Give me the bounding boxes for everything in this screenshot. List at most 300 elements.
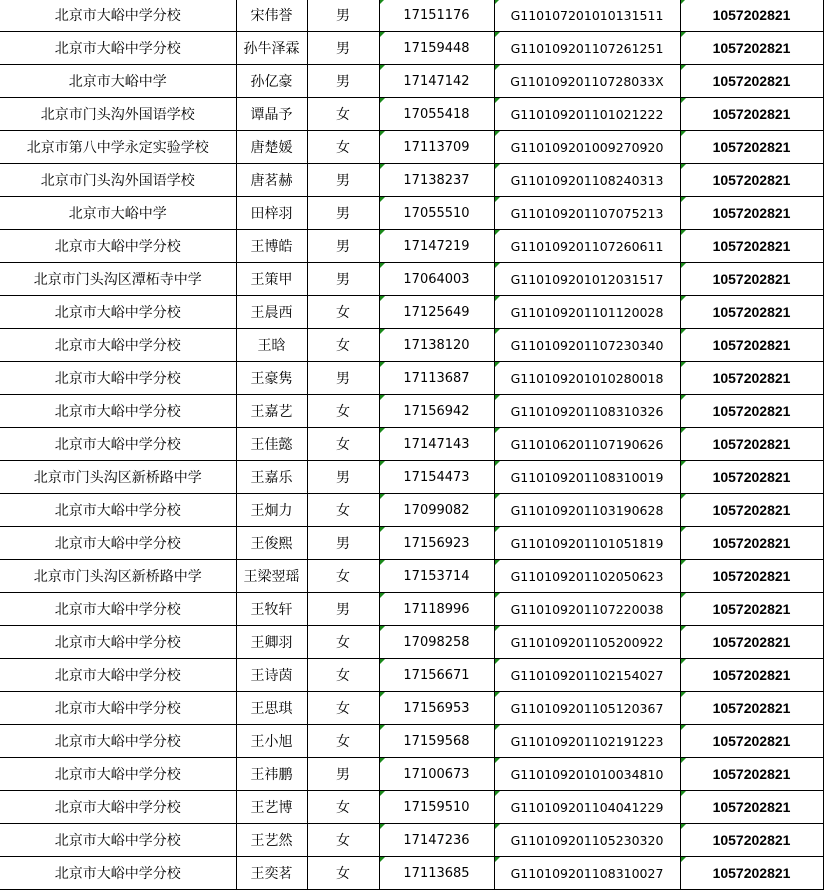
score-cell[interactable] xyxy=(680,362,823,395)
school-cell[interactable] xyxy=(0,164,236,197)
exam-id-cell[interactable] xyxy=(379,131,494,164)
table-row xyxy=(0,362,823,395)
gender-cell[interactable] xyxy=(307,0,379,32)
exam-id-cell[interactable] xyxy=(379,758,494,791)
score-cell[interactable] xyxy=(680,32,823,65)
school-cell[interactable] xyxy=(0,32,236,65)
exam-id-cell[interactable] xyxy=(379,428,494,461)
score-cell[interactable] xyxy=(680,230,823,263)
student-name-cell[interactable] xyxy=(236,560,307,593)
table-row xyxy=(0,98,823,131)
gender-cell-text: 男 xyxy=(336,371,350,387)
score-cell[interactable] xyxy=(680,98,823,131)
gender-cell[interactable] xyxy=(307,296,379,329)
gender-cell-text: 女 xyxy=(336,437,350,453)
gender-cell-text: 女 xyxy=(336,107,350,123)
student-code-cell[interactable] xyxy=(494,329,680,362)
text-format-marker-icon xyxy=(681,65,686,70)
exam-id-cell[interactable] xyxy=(379,230,494,263)
school-cell-text: 北京市第八中学永定实验学校 xyxy=(26,140,209,156)
school-cell[interactable] xyxy=(0,98,236,131)
score-cell[interactable] xyxy=(680,329,823,362)
table-row xyxy=(0,65,823,98)
exam-id-cell-text: 17156953 xyxy=(403,700,470,716)
student-code-cell[interactable] xyxy=(494,263,680,296)
school-cell[interactable] xyxy=(0,857,236,890)
student-name-cell-text: 王艺然 xyxy=(250,833,293,849)
text-format-marker-icon xyxy=(380,230,385,235)
student-name-cell[interactable] xyxy=(236,428,307,461)
score-cell[interactable] xyxy=(680,494,823,527)
school-cell-text: 北京市大峪中学分校 xyxy=(54,536,181,552)
score-cell[interactable] xyxy=(680,461,823,494)
school-cell[interactable] xyxy=(0,461,236,494)
text-format-marker-icon xyxy=(495,98,500,103)
table-row xyxy=(0,32,823,65)
score-cell[interactable] xyxy=(680,197,823,230)
exam-id-cell[interactable] xyxy=(379,65,494,98)
text-format-marker-icon xyxy=(380,857,385,862)
text-format-marker-icon xyxy=(380,98,385,103)
school-cell[interactable] xyxy=(0,395,236,428)
table-row xyxy=(0,725,823,758)
gender-cell[interactable] xyxy=(307,857,379,890)
school-cell-text: 北京市大峪中学分校 xyxy=(54,734,181,750)
gender-cell[interactable] xyxy=(307,329,379,362)
school-cell[interactable] xyxy=(0,659,236,692)
text-format-marker-icon xyxy=(681,758,686,763)
school-cell[interactable] xyxy=(0,527,236,560)
school-cell[interactable] xyxy=(0,494,236,527)
student-name-cell[interactable] xyxy=(236,791,307,824)
student-code-cell[interactable] xyxy=(494,230,680,263)
exam-id-cell[interactable] xyxy=(379,461,494,494)
score-cell-text: 1057202821 xyxy=(712,172,791,188)
text-format-marker-icon xyxy=(681,428,686,433)
student-code-cell-text: G110109201010034810 xyxy=(510,766,664,782)
exam-id-cell[interactable] xyxy=(379,362,494,395)
school-cell-text: 北京市大峪中学分校 xyxy=(54,635,181,651)
gender-cell[interactable] xyxy=(307,791,379,824)
score-cell[interactable] xyxy=(680,626,823,659)
school-cell[interactable] xyxy=(0,131,236,164)
school-cell-text: 北京市大峪中学 xyxy=(68,206,167,222)
score-cell[interactable] xyxy=(680,131,823,164)
student-code-cell[interactable] xyxy=(494,659,680,692)
score-cell-text: 1057202821 xyxy=(712,799,791,815)
student-code-cell-text: G110107201010131511 xyxy=(510,7,664,23)
gender-cell-text: 女 xyxy=(336,635,350,651)
school-cell[interactable] xyxy=(0,362,236,395)
score-cell[interactable] xyxy=(680,263,823,296)
score-cell[interactable] xyxy=(680,659,823,692)
exam-id-cell[interactable] xyxy=(379,791,494,824)
student-code-cell[interactable] xyxy=(494,428,680,461)
score-cell[interactable] xyxy=(680,758,823,791)
student-name-cell-text: 王嘉乐 xyxy=(250,470,293,486)
student-name-cell[interactable] xyxy=(236,98,307,131)
school-cell[interactable] xyxy=(0,197,236,230)
school-cell[interactable] xyxy=(0,263,236,296)
text-format-marker-icon xyxy=(681,197,686,202)
gender-cell-text: 男 xyxy=(336,8,350,24)
school-cell-text: 北京市大峪中学分校 xyxy=(54,602,181,618)
student-code-cell-text: G11010920110728033X xyxy=(510,73,664,89)
student-name-cell-text: 王策甲 xyxy=(250,272,293,288)
student-code-cell[interactable] xyxy=(494,626,680,659)
score-cell-text: 1057202821 xyxy=(712,40,791,56)
score-cell-text: 1057202821 xyxy=(712,7,791,23)
table-row xyxy=(0,296,823,329)
score-cell[interactable] xyxy=(680,692,823,725)
text-format-marker-icon xyxy=(495,725,500,730)
school-cell[interactable] xyxy=(0,65,236,98)
student-name-cell[interactable] xyxy=(236,131,307,164)
exam-id-cell[interactable] xyxy=(379,98,494,131)
gender-cell-text: 女 xyxy=(336,305,350,321)
student-name-cell-text: 王嘉艺 xyxy=(250,404,293,420)
exam-id-cell-text: 17055510 xyxy=(403,205,470,221)
text-format-marker-icon xyxy=(495,461,500,466)
text-format-marker-icon xyxy=(681,395,686,400)
text-format-marker-icon xyxy=(681,692,686,697)
student-code-cell[interactable] xyxy=(494,362,680,395)
text-format-marker-icon xyxy=(380,263,385,268)
gender-cell[interactable] xyxy=(307,230,379,263)
score-cell-text: 1057202821 xyxy=(712,568,791,584)
gender-cell-text: 男 xyxy=(336,536,350,552)
text-format-marker-icon xyxy=(681,362,686,367)
exam-id-cell-text: 17153714 xyxy=(403,568,470,584)
student-code-cell-text: G110109201105120367 xyxy=(510,700,664,716)
student-code-cell[interactable] xyxy=(494,32,680,65)
gender-cell[interactable] xyxy=(307,461,379,494)
gender-cell[interactable] xyxy=(307,626,379,659)
text-format-marker-icon xyxy=(380,0,385,4)
school-cell[interactable] xyxy=(0,230,236,263)
gender-cell[interactable] xyxy=(307,395,379,428)
text-format-marker-icon xyxy=(380,626,385,631)
student-code-cell[interactable] xyxy=(494,98,680,131)
school-cell[interactable] xyxy=(0,758,236,791)
text-format-marker-icon xyxy=(681,263,686,268)
score-cell-text: 1057202821 xyxy=(712,73,791,89)
school-cell[interactable] xyxy=(0,0,236,32)
gender-cell[interactable] xyxy=(307,725,379,758)
student-code-cell-text: G110109201107260611 xyxy=(510,238,664,254)
student-code-cell-text: G110109201107075213 xyxy=(510,205,664,221)
text-format-marker-icon xyxy=(380,527,385,532)
student-name-cell-text: 王卿羽 xyxy=(250,635,293,651)
student-code-cell[interactable] xyxy=(494,197,680,230)
student-name-cell[interactable] xyxy=(236,659,307,692)
text-format-marker-icon xyxy=(681,296,686,301)
student-code-cell-text: G110109201101021222 xyxy=(510,106,664,122)
student-code-cell[interactable] xyxy=(494,0,680,32)
exam-id-cell[interactable] xyxy=(379,626,494,659)
student-code-cell[interactable] xyxy=(494,758,680,791)
gender-cell-text: 女 xyxy=(336,569,350,585)
student-name-cell[interactable] xyxy=(236,395,307,428)
text-format-marker-icon xyxy=(495,329,500,334)
school-cell[interactable] xyxy=(0,593,236,626)
score-cell-text: 1057202821 xyxy=(712,238,791,254)
student-name-cell-text: 宋伟誉 xyxy=(250,8,293,24)
gender-cell-text: 男 xyxy=(336,239,350,255)
score-cell-text: 1057202821 xyxy=(712,370,791,386)
school-cell-text: 北京市大峪中学分校 xyxy=(54,800,181,816)
score-cell[interactable] xyxy=(680,164,823,197)
exam-id-cell-text: 17099082 xyxy=(403,502,470,518)
score-cell[interactable] xyxy=(680,65,823,98)
gender-cell-text: 女 xyxy=(336,404,350,420)
text-format-marker-icon xyxy=(380,659,385,664)
exam-id-cell[interactable] xyxy=(379,0,494,32)
student-code-cell[interactable] xyxy=(494,725,680,758)
text-format-marker-icon xyxy=(380,824,385,829)
text-format-marker-icon xyxy=(380,791,385,796)
gender-cell[interactable] xyxy=(307,659,379,692)
score-cell-text: 1057202821 xyxy=(712,700,791,716)
student-code-cell-text: G110109201105200922 xyxy=(510,634,664,650)
school-cell-text: 北京市门头沟区潭柘寺中学 xyxy=(33,272,202,288)
exam-id-cell-text: 17147236 xyxy=(403,832,470,848)
student-code-cell[interactable] xyxy=(494,560,680,593)
gender-cell-text: 男 xyxy=(336,206,350,222)
gender-cell-text: 女 xyxy=(336,140,350,156)
student-name-cell[interactable] xyxy=(236,296,307,329)
exam-id-cell[interactable] xyxy=(379,560,494,593)
student-code-cell-text: G110109201009270920 xyxy=(510,139,664,155)
table-row xyxy=(0,230,823,263)
student-code-cell-text: G110106201107190626 xyxy=(510,436,664,452)
gender-cell-text: 男 xyxy=(336,767,350,783)
student-name-cell-text: 田梓羽 xyxy=(250,206,293,222)
exam-id-cell-text: 17064003 xyxy=(403,271,470,287)
school-cell-text: 北京市门头沟区新桥路中学 xyxy=(33,470,202,486)
gender-cell-text: 男 xyxy=(336,272,350,288)
score-cell[interactable] xyxy=(680,791,823,824)
gender-cell[interactable] xyxy=(307,824,379,857)
text-format-marker-icon xyxy=(495,32,500,37)
student-name-cell[interactable] xyxy=(236,0,307,32)
student-name-cell-text: 王诗茵 xyxy=(250,668,293,684)
text-format-marker-icon xyxy=(495,692,500,697)
student-code-cell[interactable] xyxy=(494,857,680,890)
gender-cell[interactable] xyxy=(307,131,379,164)
exam-id-cell-text: 17159510 xyxy=(403,799,470,815)
student-code-cell-text: G110109201103190628 xyxy=(510,502,664,518)
student-name-cell-text: 王思琪 xyxy=(250,701,293,717)
exam-id-cell-text: 17138120 xyxy=(403,337,470,353)
student-code-cell[interactable] xyxy=(494,692,680,725)
score-cell[interactable] xyxy=(680,296,823,329)
gender-cell[interactable] xyxy=(307,560,379,593)
table-row xyxy=(0,329,823,362)
exam-id-cell-text: 17125649 xyxy=(403,304,470,320)
exam-id-cell-text: 17098258 xyxy=(403,634,470,650)
score-cell[interactable] xyxy=(680,824,823,857)
exam-id-cell[interactable] xyxy=(379,296,494,329)
student-code-cell[interactable] xyxy=(494,296,680,329)
student-code-cell[interactable] xyxy=(494,527,680,560)
student-code-cell-text: G110109201107230340 xyxy=(510,337,664,353)
student-name-cell[interactable] xyxy=(236,857,307,890)
student-name-cell[interactable] xyxy=(236,824,307,857)
table-row xyxy=(0,197,823,230)
student-name-cell[interactable] xyxy=(236,626,307,659)
text-format-marker-icon xyxy=(681,164,686,169)
score-cell[interactable] xyxy=(680,428,823,461)
exam-id-cell-text: 17147143 xyxy=(403,436,470,452)
gender-cell[interactable] xyxy=(307,32,379,65)
exam-id-cell[interactable] xyxy=(379,593,494,626)
gender-cell[interactable] xyxy=(307,527,379,560)
school-cell-text: 北京市大峪中学分校 xyxy=(54,41,181,57)
score-cell[interactable] xyxy=(680,725,823,758)
student-code-cell[interactable] xyxy=(494,461,680,494)
gender-cell-text: 女 xyxy=(336,503,350,519)
gender-cell[interactable] xyxy=(307,593,379,626)
school-cell[interactable] xyxy=(0,428,236,461)
score-cell[interactable] xyxy=(680,395,823,428)
school-cell-text: 北京市大峪中学分校 xyxy=(54,437,181,453)
exam-id-cell[interactable] xyxy=(379,659,494,692)
student-name-cell[interactable] xyxy=(236,758,307,791)
gender-cell-text: 男 xyxy=(336,74,350,90)
student-code-cell[interactable] xyxy=(494,593,680,626)
text-format-marker-icon xyxy=(681,461,686,466)
student-name-cell[interactable] xyxy=(236,263,307,296)
text-format-marker-icon xyxy=(495,0,500,4)
text-format-marker-icon xyxy=(495,527,500,532)
student-code-cell-text: G110109201101120028 xyxy=(510,304,664,320)
exam-id-cell-text: 17159568 xyxy=(403,733,470,749)
exam-id-cell[interactable] xyxy=(379,494,494,527)
school-cell-text: 北京市大峪中学分校 xyxy=(54,503,181,519)
student-code-cell[interactable] xyxy=(494,65,680,98)
gender-cell-text: 女 xyxy=(336,668,350,684)
exam-id-cell[interactable] xyxy=(379,164,494,197)
text-format-marker-icon xyxy=(681,791,686,796)
school-cell[interactable] xyxy=(0,296,236,329)
exam-id-cell-text: 17118996 xyxy=(403,601,470,617)
student-code-cell[interactable] xyxy=(494,164,680,197)
school-cell[interactable] xyxy=(0,725,236,758)
exam-id-cell[interactable] xyxy=(379,263,494,296)
text-format-marker-icon xyxy=(495,626,500,631)
school-cell-text: 北京市大峪中学分校 xyxy=(54,866,181,882)
text-format-marker-icon xyxy=(495,65,500,70)
gender-cell[interactable] xyxy=(307,692,379,725)
score-cell[interactable] xyxy=(680,0,823,32)
student-name-cell[interactable] xyxy=(236,32,307,65)
school-cell[interactable] xyxy=(0,560,236,593)
school-cell[interactable] xyxy=(0,791,236,824)
student-name-cell[interactable] xyxy=(236,197,307,230)
exam-id-cell[interactable] xyxy=(379,857,494,890)
student-code-cell[interactable] xyxy=(494,131,680,164)
table-row xyxy=(0,263,823,296)
student-name-cell[interactable] xyxy=(236,593,307,626)
gender-cell[interactable] xyxy=(307,758,379,791)
text-format-marker-icon xyxy=(495,428,500,433)
student-name-cell[interactable] xyxy=(236,329,307,362)
school-cell[interactable] xyxy=(0,329,236,362)
score-cell-text: 1057202821 xyxy=(712,667,791,683)
gender-cell[interactable] xyxy=(307,98,379,131)
text-format-marker-icon xyxy=(495,164,500,169)
score-cell[interactable] xyxy=(680,857,823,890)
score-cell[interactable] xyxy=(680,593,823,626)
table-row xyxy=(0,527,823,560)
student-name-cell[interactable] xyxy=(236,692,307,725)
school-cell[interactable] xyxy=(0,824,236,857)
student-code-cell[interactable] xyxy=(494,494,680,527)
text-format-marker-icon xyxy=(495,494,500,499)
student-code-cell-text: G110109201104041229 xyxy=(510,799,664,815)
score-cell[interactable] xyxy=(680,560,823,593)
exam-id-cell[interactable] xyxy=(379,32,494,65)
student-name-cell[interactable] xyxy=(236,65,307,98)
school-cell-text: 北京市大峪中学分校 xyxy=(54,404,181,420)
gender-cell[interactable] xyxy=(307,164,379,197)
table-row xyxy=(0,131,823,164)
exam-id-cell[interactable] xyxy=(379,395,494,428)
text-format-marker-icon xyxy=(380,131,385,136)
school-cell[interactable] xyxy=(0,692,236,725)
student-name-cell[interactable] xyxy=(236,725,307,758)
student-name-cell-text: 王炯力 xyxy=(250,503,293,519)
gender-cell[interactable] xyxy=(307,428,379,461)
score-cell[interactable] xyxy=(680,527,823,560)
exam-id-cell-text: 17100673 xyxy=(403,766,470,782)
score-cell-text: 1057202821 xyxy=(712,733,791,749)
score-cell-text: 1057202821 xyxy=(712,271,791,287)
student-code-cell-text: G110109201107261251 xyxy=(510,40,664,56)
student-name-cell[interactable] xyxy=(236,164,307,197)
student-name-cell[interactable] xyxy=(236,230,307,263)
student-code-cell[interactable] xyxy=(494,824,680,857)
student-code-cell-text: G110109201102050623 xyxy=(510,568,664,584)
student-name-cell-text: 王祎鹏 xyxy=(250,767,293,783)
student-code-cell[interactable] xyxy=(494,395,680,428)
student-name-cell[interactable] xyxy=(236,362,307,395)
exam-id-cell-text: 17159448 xyxy=(403,40,470,56)
gender-cell[interactable] xyxy=(307,197,379,230)
gender-cell[interactable] xyxy=(307,494,379,527)
exam-id-cell[interactable] xyxy=(379,197,494,230)
exam-id-cell[interactable] xyxy=(379,329,494,362)
text-format-marker-icon xyxy=(380,164,385,169)
text-format-marker-icon xyxy=(495,362,500,367)
student-code-cell[interactable] xyxy=(494,791,680,824)
gender-cell[interactable] xyxy=(307,263,379,296)
exam-id-cell[interactable] xyxy=(379,824,494,857)
exam-id-cell-text: 17138237 xyxy=(403,172,470,188)
gender-cell[interactable] xyxy=(307,362,379,395)
exam-id-cell[interactable] xyxy=(379,527,494,560)
score-cell-text: 1057202821 xyxy=(712,403,791,419)
student-name-cell[interactable] xyxy=(236,494,307,527)
school-cell[interactable] xyxy=(0,626,236,659)
student-name-cell[interactable] xyxy=(236,461,307,494)
text-format-marker-icon xyxy=(495,131,500,136)
student-name-cell[interactable] xyxy=(236,527,307,560)
exam-id-cell[interactable] xyxy=(379,725,494,758)
gender-cell[interactable] xyxy=(307,65,379,98)
exam-id-cell[interactable] xyxy=(379,692,494,725)
